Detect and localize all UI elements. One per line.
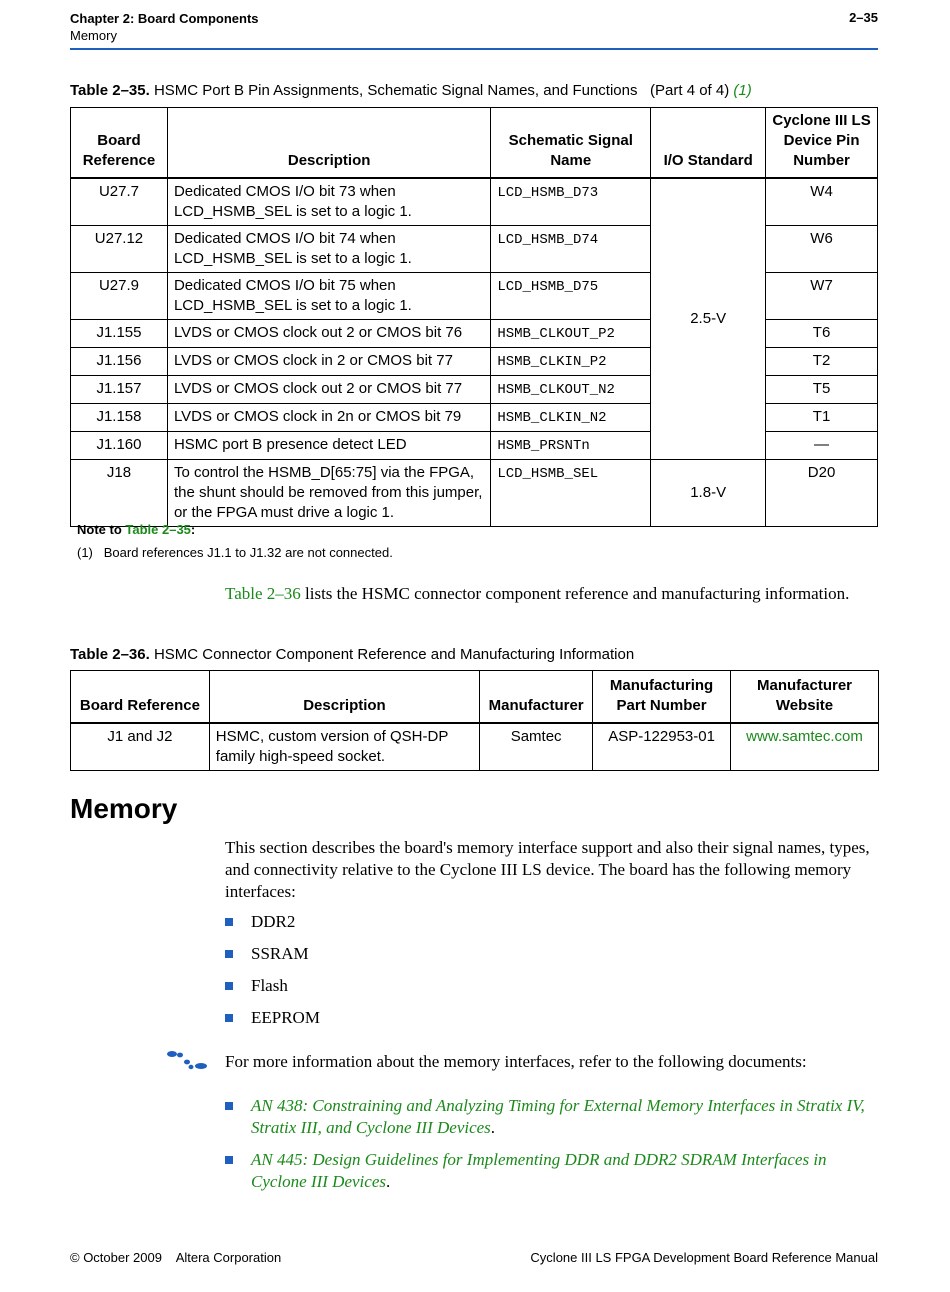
cell-ref: U27.7 bbox=[71, 178, 168, 226]
section-heading-memory: Memory bbox=[70, 793, 178, 824]
cell-pin: T2 bbox=[766, 348, 878, 376]
list-item-text: DDR2 bbox=[251, 912, 296, 931]
cell-desc: HSMC port B presence detect LED bbox=[167, 432, 490, 460]
cell-desc: To control the HSMB_D[65:75] via the FPGA, the shunt should be removed from this jumper, or the FPGA must drive a logic 1. bbox=[167, 460, 490, 527]
cell-pin: W7 bbox=[766, 273, 878, 320]
table-row bbox=[71, 178, 878, 226]
cell-pin: W4 bbox=[766, 178, 878, 226]
cell-desc: HSMC, custom version of QSH-DP family high-speed socket. bbox=[209, 723, 479, 771]
table-35-label: Table 2–35. bbox=[70, 82, 150, 99]
cell-ref: J1.160 bbox=[71, 432, 168, 460]
col-header-website: Manufacturer Website bbox=[731, 671, 879, 723]
list-item-text: EEPROM bbox=[251, 1008, 320, 1027]
samtec-website-link[interactable]: www.samtec.com bbox=[746, 727, 863, 745]
cell-signal bbox=[491, 273, 651, 320]
table-36-intro bbox=[225, 583, 880, 605]
col-header-board-ref: Board Reference bbox=[71, 671, 210, 723]
cell-desc: Dedicated CMOS I/O bit 75 when LCD_HSMB_SEL is set to a logic 1. bbox=[167, 273, 490, 320]
table-row bbox=[71, 460, 878, 527]
list-item-text bbox=[251, 1095, 881, 1139]
doc-end: . bbox=[385, 1172, 391, 1191]
signal-name: HSMB_CLKOUT_N2 bbox=[497, 382, 615, 398]
col-header-signal: Schematic Signal Name bbox=[491, 108, 651, 179]
cell-ref: J1.158 bbox=[71, 404, 168, 432]
running-header bbox=[70, 10, 259, 44]
table-36-title: HSMC Connector Component Reference and Manufacturing Information bbox=[153, 646, 635, 663]
note-title-colon: : bbox=[190, 522, 196, 537]
section-title: Memory bbox=[70, 28, 117, 43]
cell-ref: J18 bbox=[71, 460, 168, 527]
cell-desc: LVDS or CMOS clock in 2 or CMOS bit 77 bbox=[167, 348, 490, 376]
cell-signal bbox=[491, 348, 651, 376]
reference-footprints-icon bbox=[162, 1049, 210, 1071]
table-35-part: (Part 4 of 4) bbox=[650, 82, 730, 99]
more-info-text: For more information about the memory interfaces, refer to the following documents: bbox=[225, 1052, 807, 1071]
cell-io-standard: 2.5-V bbox=[651, 178, 766, 460]
cell-pin: T1 bbox=[766, 404, 878, 432]
signal-name: LCD_HSMB_D75 bbox=[497, 279, 599, 295]
cell-ref: J1.156 bbox=[71, 348, 168, 376]
table-35-note-link[interactable]: (1) bbox=[733, 82, 752, 99]
cell-signal bbox=[491, 376, 651, 404]
table-36-label: Table 2–36. bbox=[70, 646, 150, 663]
cell-signal bbox=[491, 226, 651, 273]
cell-ref: U27.9 bbox=[71, 273, 168, 320]
list-item-text: SSRAM bbox=[251, 944, 309, 963]
bullet-square-icon bbox=[225, 1014, 233, 1022]
cell-desc: LVDS or CMOS clock in 2n or CMOS bit 79 bbox=[167, 404, 490, 432]
signal-name: LCD_HSMB_SEL bbox=[497, 466, 599, 482]
cell-pin: — bbox=[766, 432, 878, 460]
bullet-square-icon bbox=[225, 950, 233, 958]
table-35 bbox=[70, 107, 878, 527]
cell-ref: J1.155 bbox=[71, 320, 168, 348]
doc-link-an445[interactable]: AN 445: Design Guidelines for Implementing DDR and DDR2 SDRAM Interfaces in Cyclone III Devices bbox=[251, 1150, 827, 1191]
cell-pin: T6 bbox=[766, 320, 878, 348]
signal-name: HSMB_CLKIN_N2 bbox=[497, 410, 607, 426]
col-header-part-number: Manufacturing Part Number bbox=[593, 671, 731, 723]
signal-name: HSMB_CLKOUT_P2 bbox=[497, 326, 615, 342]
table-row bbox=[71, 723, 879, 771]
cell-desc: LVDS or CMOS clock out 2 or CMOS bit 77 bbox=[167, 376, 490, 404]
col-header-io-standard: I/O Standard bbox=[651, 108, 766, 179]
bullet-square-icon bbox=[225, 1156, 233, 1164]
table-35-caption bbox=[70, 82, 752, 99]
footer-manual-title: Cyclone III LS FPGA Development Board Reference Manual bbox=[530, 1250, 878, 1265]
bullet-square-icon bbox=[225, 918, 233, 926]
signal-name: LCD_HSMB_D74 bbox=[497, 232, 599, 248]
col-header-description: Description bbox=[209, 671, 479, 723]
cell-website bbox=[731, 723, 879, 771]
table-note-title bbox=[77, 522, 195, 537]
list-item-text: Flash bbox=[251, 976, 288, 995]
memory-intro: This section describes the board's memory interface support and also their signal names, types, and connectivity relative to the Cyclone III LS device. The board has the following memory interfaces: bbox=[225, 838, 870, 901]
bullet-square-icon bbox=[225, 982, 233, 990]
bullet-square-icon bbox=[225, 1102, 233, 1110]
header-rule bbox=[70, 48, 878, 50]
chapter-title: Chapter 2: Board Components bbox=[70, 11, 259, 26]
table-36 bbox=[70, 670, 879, 771]
page-number: 2–35 bbox=[849, 10, 878, 25]
cell-desc: Dedicated CMOS I/O bit 74 when LCD_HSMB_SEL is set to a logic 1. bbox=[167, 226, 490, 273]
cell-pin: T5 bbox=[766, 376, 878, 404]
cell-signal bbox=[491, 432, 651, 460]
table-36-link[interactable]: Table 2–36 bbox=[225, 584, 301, 603]
list-item-text bbox=[251, 1149, 881, 1193]
note-title-text: Note to bbox=[77, 522, 126, 537]
signal-name: HSMB_PRSNTn bbox=[497, 438, 590, 454]
cell-part-number: ASP-122953-01 bbox=[593, 723, 731, 771]
col-header-pin: Cyclone III LS Device Pin Number bbox=[766, 108, 878, 179]
col-header-board-ref: Board Reference bbox=[71, 108, 168, 179]
col-header-description: Description bbox=[167, 108, 490, 179]
cell-ref: J1 and J2 bbox=[71, 723, 210, 771]
doc-link-an438[interactable]: AN 438: Constraining and Analyzing Timing for External Memory Interfaces in Stratix IV, Stratix III, and Cyclone III Devices bbox=[251, 1096, 865, 1137]
cell-ref: J1.157 bbox=[71, 376, 168, 404]
table-35-title: HSMC Port B Pin Assignments, Schematic Signal Names, and Functions bbox=[153, 82, 638, 99]
footer-copyright: © October 2009 Altera Corporation bbox=[70, 1250, 282, 1265]
signal-name: HSMB_CLKIN_P2 bbox=[497, 354, 607, 370]
cell-signal bbox=[491, 404, 651, 432]
cell-ref: U27.12 bbox=[71, 226, 168, 273]
col-header-manufacturer: Manufacturer bbox=[480, 671, 593, 723]
cell-signal bbox=[491, 178, 651, 226]
table-note-1 bbox=[77, 545, 393, 560]
cell-desc: Dedicated CMOS I/O bit 73 when LCD_HSMB_SEL is set to a logic 1. bbox=[167, 178, 490, 226]
table-36-intro-text: lists the HSMC connector component reference and manufacturing information. bbox=[300, 584, 850, 603]
cell-manufacturer: Samtec bbox=[480, 723, 593, 771]
note-number: (1) bbox=[77, 545, 93, 560]
doc-end: . bbox=[490, 1118, 496, 1137]
table-36-caption bbox=[70, 646, 634, 663]
cell-desc: LVDS or CMOS clock out 2 or CMOS bit 76 bbox=[167, 320, 490, 348]
cell-pin: W6 bbox=[766, 226, 878, 273]
cell-io-standard: 1.8-V bbox=[651, 460, 766, 527]
cell-signal bbox=[491, 320, 651, 348]
cell-pin: D20 bbox=[766, 460, 878, 527]
signal-name: LCD_HSMB_D73 bbox=[497, 185, 599, 201]
note-text: Board references J1.1 to J1.32 are not connected. bbox=[103, 545, 393, 560]
note-table-link[interactable]: Table 2–35 bbox=[125, 522, 191, 537]
cell-signal bbox=[491, 460, 651, 527]
